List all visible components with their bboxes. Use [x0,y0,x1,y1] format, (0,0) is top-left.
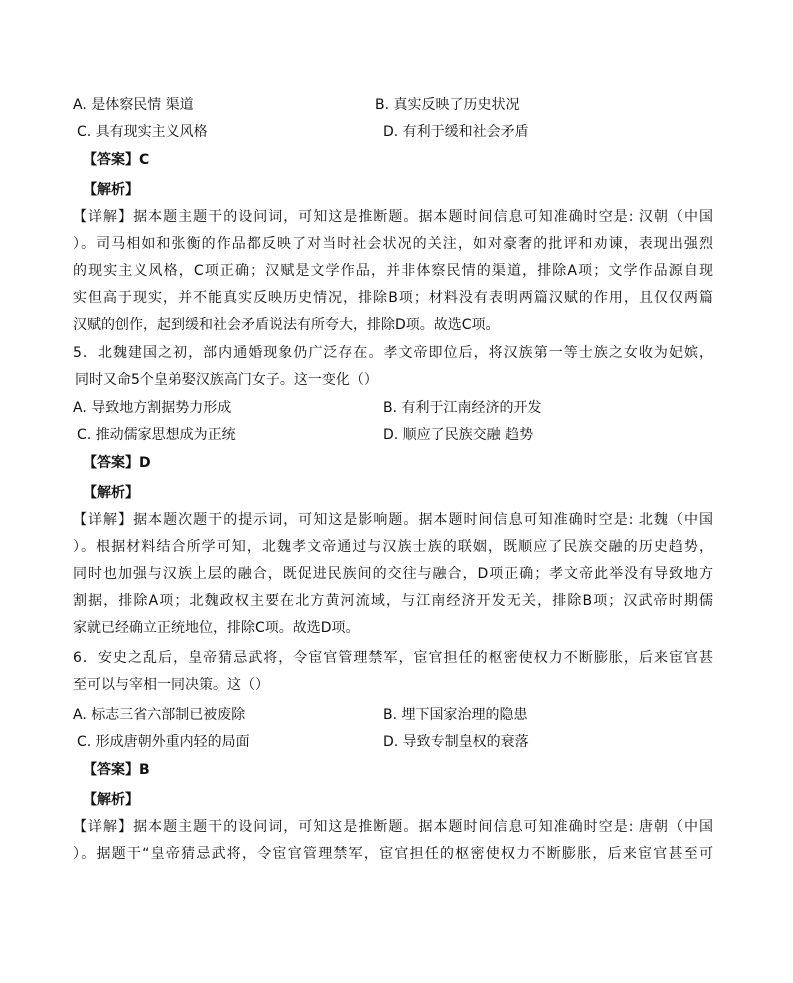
q6-detail-line-1: 【详解】据本题主题干的设问词，可知这是推断题。据本题时间信息可知准确时空是: 唐朝（中国 [73,819,713,835]
q4-answer: 【答案】C [83,152,150,168]
q5-detail-line-2: ）。根据材料结合所学可知，北魏孝文帝通过与汉族士族的联姻，既顺应了民族交融的历史趋势， [73,539,713,555]
q4-detail-line-2: ）。司马相如和张衡的作品都反映了对当时社会状况的关注，如对豪奢的批评和劝谏，表现出强烈 [73,236,713,252]
q6-analysis-label: 【解析】 [83,792,139,808]
q6-stem-line-1: 6．安史之乱后，皇帝猜忌武将，令宦官管理禁军，宦官担任的枢密使权力不断膨胀，后来宦官甚 [73,650,713,666]
q4-detail-line-1: 【详解】据本题主题干的设问词，可知这是推断题。据本题时间信息可知准确时空是: 汉朝（中国 [73,209,713,225]
q4-option-d: D. 有利于缓和社会矛盾 [383,124,529,140]
q5-detail-line-3: 同时也加强与汉族上层的融合，既促进民族间的交往与融合，D项正确；孝文帝此举没有导致地方 [73,566,713,582]
q5-detail-line-4: 割据，排除A项；北魏政权主要在北方黄河流域，与江南经济开发无关，排除B项；汉武帝时期儒 [73,593,713,609]
q6-answer: 【答案】B [83,762,150,778]
q4-detail-line-4: 实但高于现实，并不能真实反映历史情况，排除B项；材料没有表明两篇汉赋的作用，且仅仅两篇 [73,290,713,306]
q6-detail-line-2: ）。据题干“皇帝猜忌武将，令宦官管理禁军，宦官担任的枢密使权力不断膨胀，后来宦官甚至可 [73,846,713,862]
q6-stem-line-2: 至可以与宰相一同决策。这（） [73,677,269,693]
q5-detail-line-5: 家就已经确立正统地位，排除C项。故选D项。 [73,620,360,636]
q5-option-d: D. 顺应了民族交融 趋势 [383,427,534,443]
q6-option-d: D. 导致专制皇权的衰落 [383,734,529,750]
q5-stem-line-1: 5．北魏建国之初，部内通婚现象仍广泛存在。孝文帝即位后，将汉族第一等士族之女收为妃嫔， [73,345,713,361]
q5-option-c: C. 推动儒家思想成为正统 [77,427,236,443]
q5-answer: 【答案】D [83,455,151,471]
q5-analysis-label: 【解析】 [83,485,139,501]
q4-option-c: C. 具有现实主义风格 [77,124,208,140]
q6-option-a: A. 标志三省六部制已被废除 [73,707,246,723]
q4-detail-line-3: 的现实主义风格，C项正确；汉赋是文学作品，并非体察民情的渠道，排除A项；文学作品源自现 [73,263,713,279]
q6-option-b: B. 埋下国家治理的隐患 [383,707,528,723]
q4-option-a: A. 是体察民情 渠道 [73,97,194,113]
q4-option-b: B. 真实反映了历史状况 [375,97,520,113]
q4-analysis-label: 【解析】 [83,182,139,198]
q5-option-b: B. 有利于江南经济的开发 [383,400,542,416]
q4-detail-line-5: 汉赋的创作，起到缓和社会矛盾说法有所夸大，排除D项。故选C项。 [73,317,500,333]
q5-detail-line-1: 【详解】据本题次题干的提示词，可知这是影响题。据本题时间信息可知准确时空是: 北魏（中国 [73,512,713,528]
q5-option-a: A. 导致地方割据势力形成 [73,400,232,416]
q6-option-c: C. 形成唐朝外重内轻的局面 [77,734,250,750]
q5-stem-line-2: 同时又命5个皇弟娶汉族高门女子。这一变化（） [75,372,378,388]
